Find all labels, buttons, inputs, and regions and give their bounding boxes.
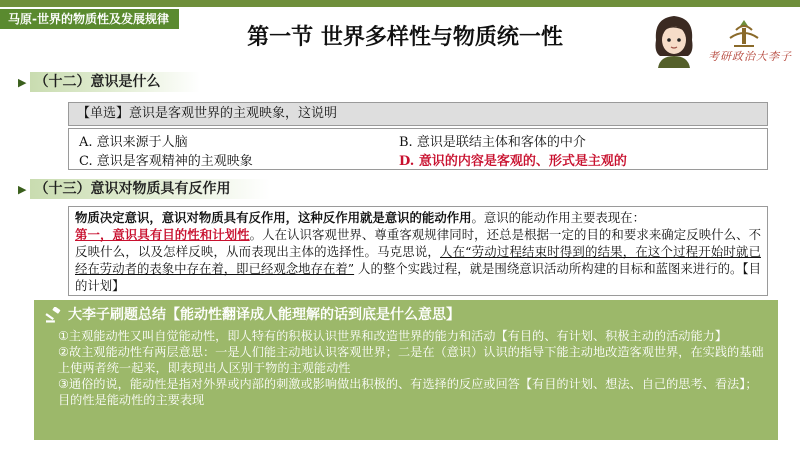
summary-point-1: ①主观能动性又叫自觉能动性，即人特有的积极认识世界和改造世界的能力和活动【有目的、有计划、积极主动的活动能力】: [58, 329, 728, 343]
summary-point-3: ③通俗的说，能动性是指对外界或内部的刺激或影响做出积极的、有选择的反应或回答【有目的计划、想法、自己的思考、看法】；目的性是能动性的主要表现: [58, 377, 758, 407]
option-c[interactable]: C. 意识是客观精神的主观映象: [79, 154, 253, 169]
point-one: 第一，意识具有目的性和计划性: [75, 227, 250, 242]
option-a[interactable]: A. 意识来源于人脑: [79, 135, 188, 150]
section-heading-12: ▶ （十二）意识是什么: [18, 71, 200, 93]
para-text: 。人在认识客观世界、尊重客观规律同时，还总是根据一定的目的和要求来确定反映什么、不反映什么，以及怎样反映，从而表现出主体的选择性。马克思说，: [75, 227, 762, 259]
key-sentence: 物质决定意识，意识对物质具有反作用，这种反作用就是意识的能动作用: [75, 210, 472, 225]
gavel-icon: [44, 307, 64, 323]
course-tag: 马原-世界的物质性及发展规律: [0, 9, 179, 29]
para-text: 。意识的能动作用主要表现在：: [471, 210, 645, 225]
explanation-paragraph: [68, 206, 768, 296]
summary-point-2: ②故主观能动性有两层意思：一是人们能主动地认识客观世界；二是在（意识）认识的指导下能主动地改造客观世界，在实践的基础上使两者统一起来，即表现出人区别于物的主观能动性: [58, 345, 764, 375]
option-b[interactable]: B. 意识是联结主体和客体的中介: [399, 135, 586, 150]
marx-quote: 人在“劳动过程结束时得到的结果，在这个过程开始时就已经在劳动者的表象中存在着，即已经观念地存在着”: [75, 244, 761, 276]
options-box: [68, 128, 768, 170]
triangle-icon: ▶: [18, 76, 27, 89]
question-stem: 【单选】意识是客观世界的主观映象，这说明: [68, 102, 768, 126]
para-text: 人的整个实践过程，就是围绕意识活动所构建的目标和蓝图来进行的。【目的计划】: [75, 261, 761, 293]
summary-title: 大李子刷题总结【能动性翻译成人能理解的话到底是什么意思】: [44, 304, 768, 328]
top-accent-strip: [0, 0, 800, 7]
page-title: 第一节 世界多样性与物质统一性: [247, 24, 563, 50]
brand-text: 考研政治大李子: [708, 50, 792, 63]
section-heading-13: ▶ （十三）意识对物质具有反作用: [18, 178, 270, 200]
summary-box: [34, 300, 778, 440]
avatar: [650, 12, 698, 68]
option-d-answer[interactable]: D. 意识的内容是客观的、形式是主观的: [399, 154, 627, 169]
triangle-icon: ▶: [18, 183, 27, 196]
